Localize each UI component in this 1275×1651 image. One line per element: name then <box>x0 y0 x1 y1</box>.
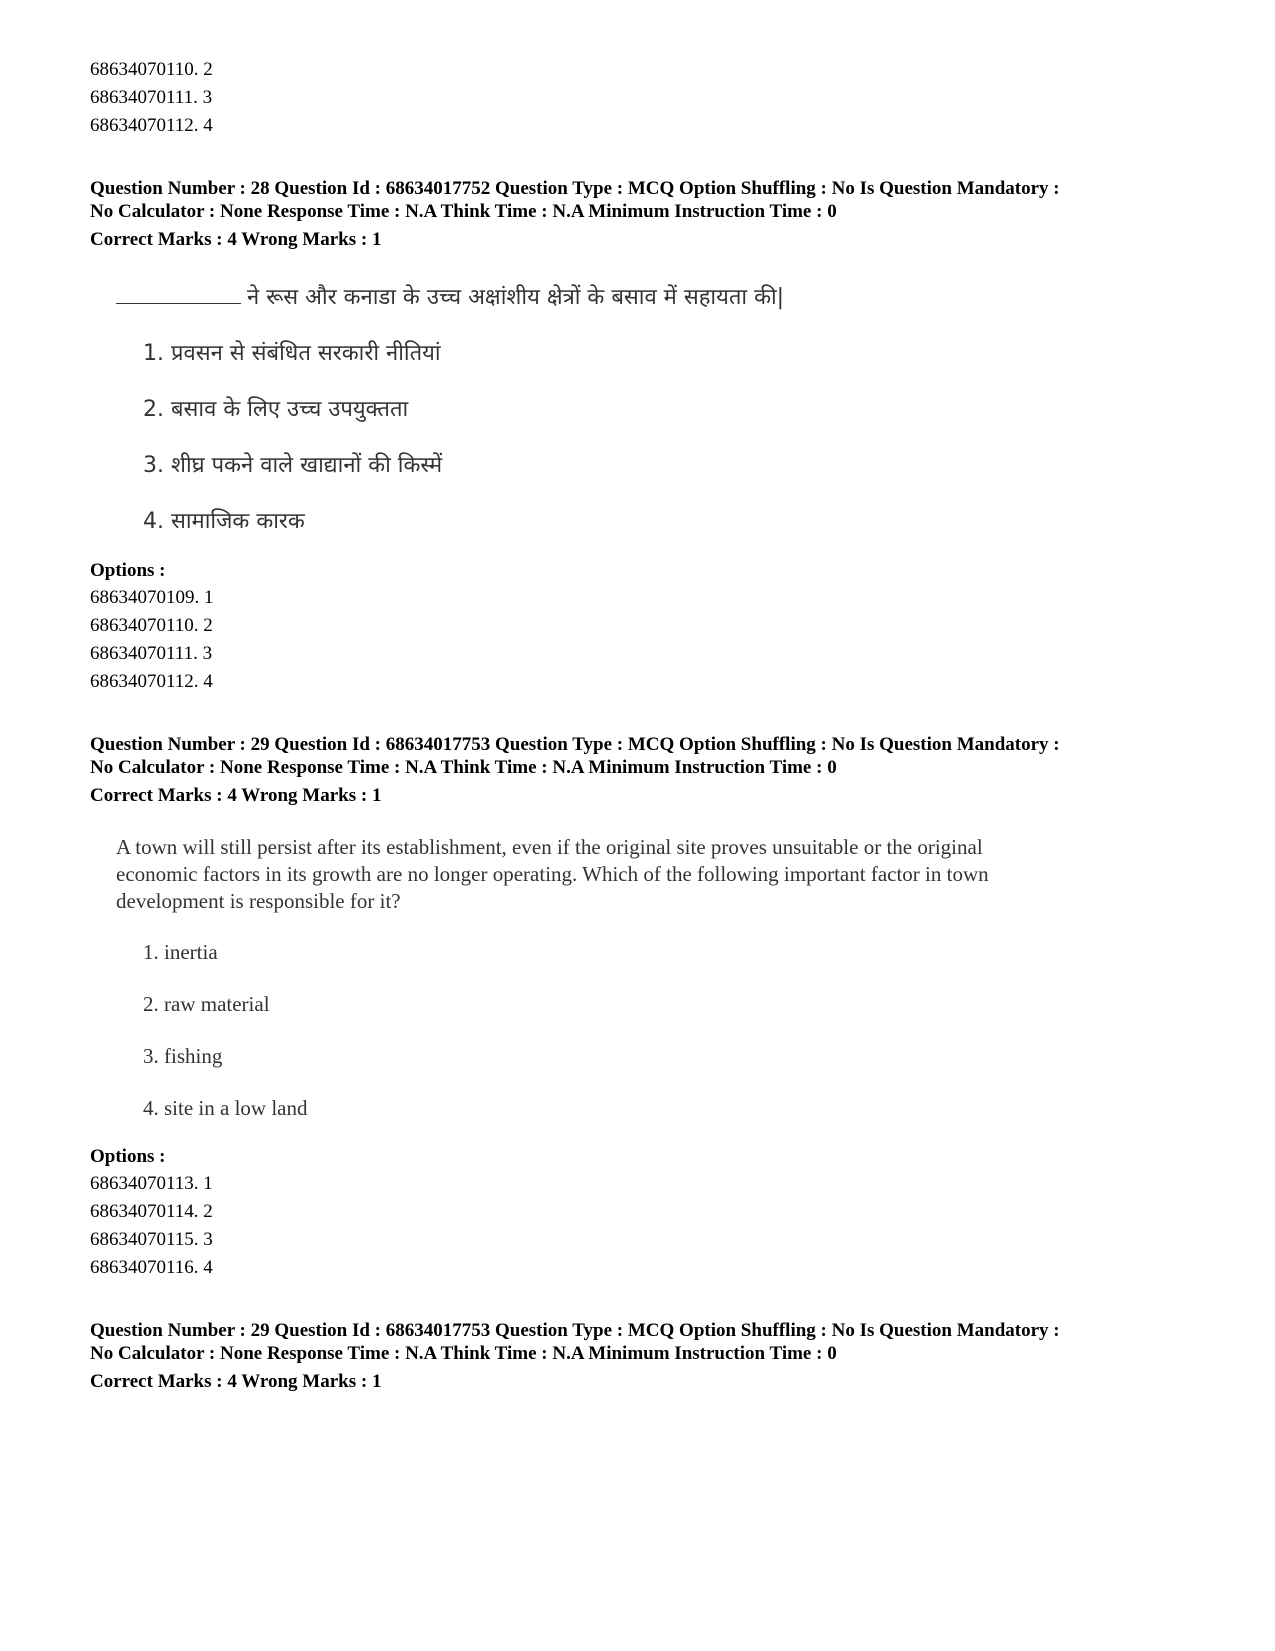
question-text: development is responsible for it? <box>116 889 401 913</box>
option-line: 68634070113. 1 <box>90 1173 213 1194</box>
option-line: 68634070110. 2 <box>90 615 213 636</box>
question-text: A town will still persist after its establishment, even if the original site proves unsuitable or the original <box>116 835 983 859</box>
option-line: 68634070111. 3 <box>90 643 213 664</box>
question-marks: Correct Marks : 4 Wrong Marks : 1 <box>90 785 382 806</box>
question-header: No Calculator : None Response Time : N.A Think Time : N.A Minimum Instruction Time : 0 <box>90 757 837 778</box>
option-line: 68634070114. 2 <box>90 1201 213 1222</box>
option-line: 68634070112. 4 <box>90 671 213 692</box>
question-marks: Correct Marks : 4 Wrong Marks : 1 <box>90 229 382 250</box>
question-text-body: ने रूस और कनाडा के उच्च अक्षांशीय क्षेत्रों के बसाव में सहायता की| <box>247 285 785 310</box>
question-choice: 3. fishing <box>143 1044 223 1068</box>
option-line: 68634070109. 1 <box>90 587 214 608</box>
question-header: No Calculator : None Response Time : N.A Think Time : N.A Minimum Instruction Time : 0 <box>90 1343 837 1364</box>
question-choice: 2. raw material <box>143 992 270 1016</box>
question-choice: 1. inertia <box>143 940 218 964</box>
question-choice: 2. बसाव के लिए उच्च उपयुक्तता <box>143 397 409 422</box>
fill-in-blank <box>116 283 241 304</box>
question-text: economic factors in its growth are no longer operating. Which of the following important factor in town <box>116 862 989 886</box>
question-header: Question Number : 29 Question Id : 68634017753 Question Type : MCQ Option Shuffling : No Is Question Mandatory : <box>90 734 1060 755</box>
option-line: 68634070115. 3 <box>90 1229 213 1250</box>
options-label: Options : <box>90 560 166 581</box>
question-text <box>116 283 784 311</box>
question-choice: 4. सामाजिक कारक <box>143 509 305 534</box>
question-marks: Correct Marks : 4 Wrong Marks : 1 <box>90 1371 382 1392</box>
question-header: Question Number : 28 Question Id : 68634017752 Question Type : MCQ Option Shuffling : No Is Question Mandatory : <box>90 178 1060 199</box>
question-header: Question Number : 29 Question Id : 68634017753 Question Type : MCQ Option Shuffling : No Is Question Mandatory : <box>90 1320 1060 1341</box>
options-label: Options : <box>90 1146 166 1167</box>
question-choice: 3. शीघ्र पकने वाले खाद्यानों की किस्में <box>143 453 443 478</box>
option-line: 68634070110. 2 <box>90 59 213 80</box>
option-line: 68634070112. 4 <box>90 115 213 136</box>
question-header: No Calculator : None Response Time : N.A Think Time : N.A Minimum Instruction Time : 0 <box>90 201 837 222</box>
question-choice: 1. प्रवसन से संबंधित सरकारी नीतियां <box>143 341 441 366</box>
option-line: 68634070111. 3 <box>90 87 213 108</box>
option-line: 68634070116. 4 <box>90 1257 213 1278</box>
question-choice: 4. site in a low land <box>143 1096 308 1120</box>
